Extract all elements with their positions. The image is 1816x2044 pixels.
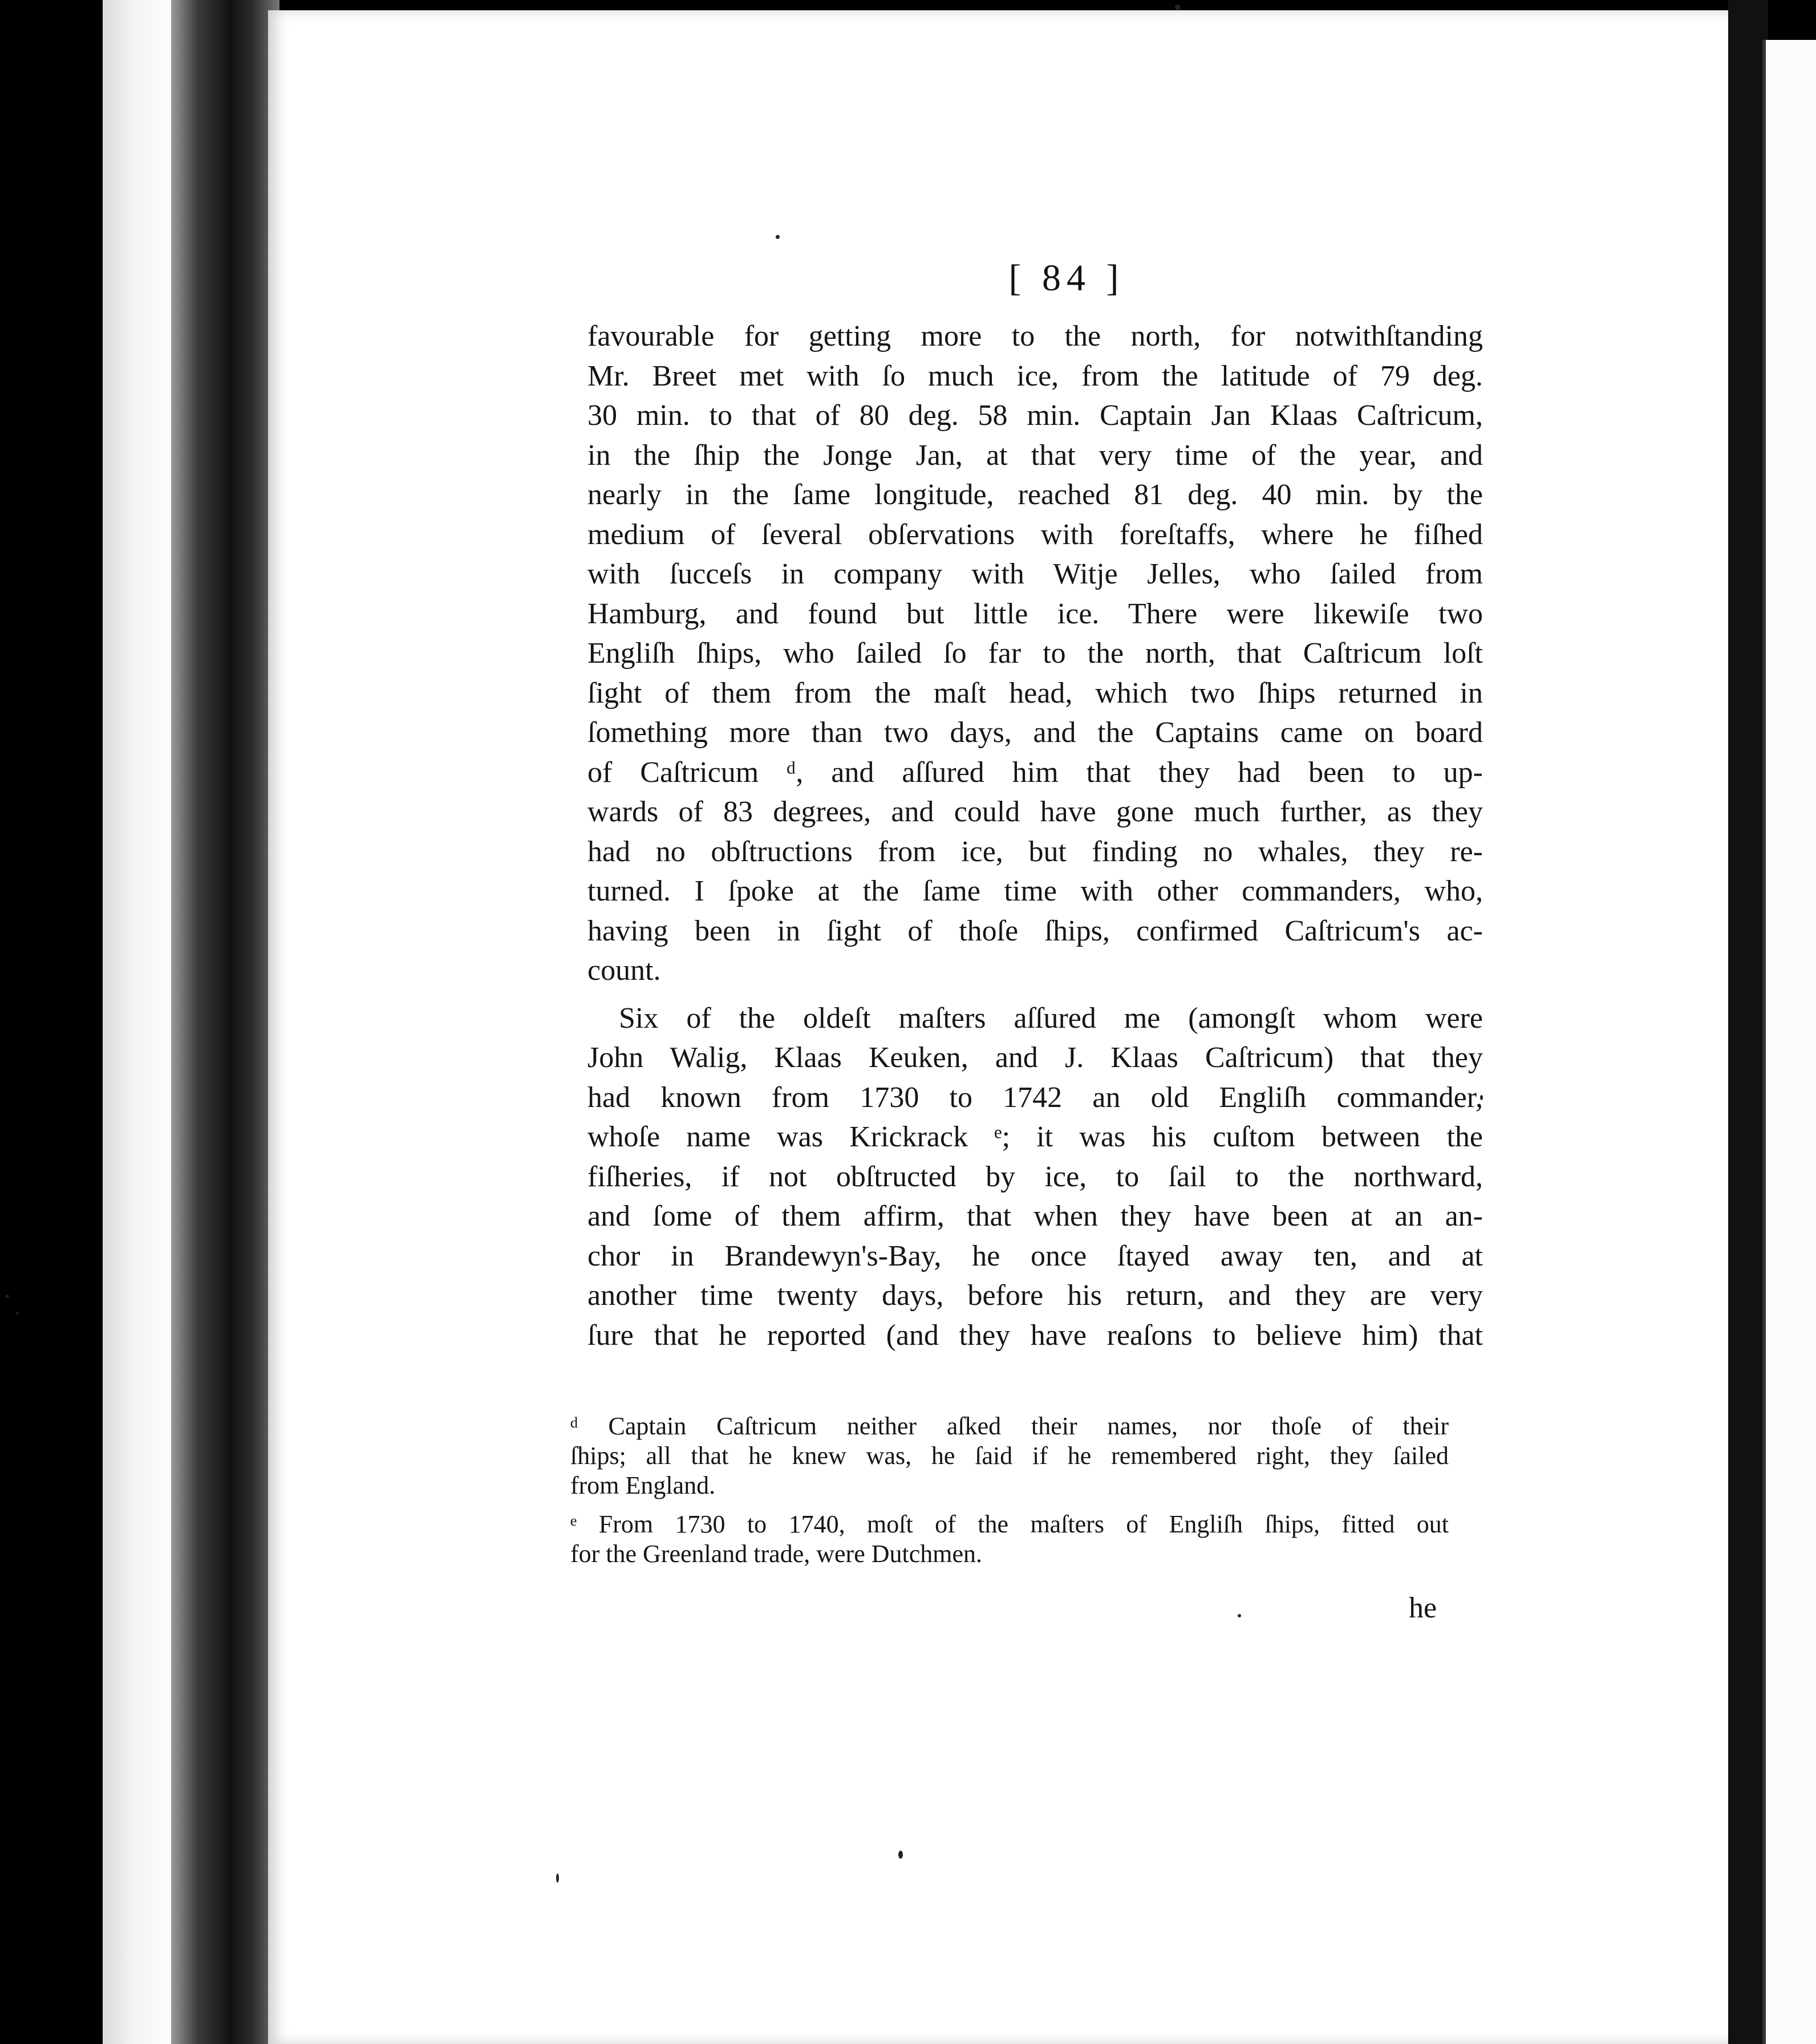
text-line: count. [587,954,661,987]
ink-speck [898,1851,903,1859]
ink-speck [6,1295,9,1298]
text-line: had no obſtructions from ice, but finding no whales, they re- [587,835,1483,868]
next-page-edge [1762,40,1816,2044]
footnote-d-line: ᵈ Captain Caſtricum neither aſked their names, nor thoſe of their [570,1412,1449,1440]
text-line: ſight of them from the maſt head, which two ſhips returned in [587,676,1483,709]
footnote-e-line: for the Greenland trade, were Dutchmen. [570,1540,983,1568]
text-line: Hamburg, and found but little ice. There were likewiſe two [587,597,1483,630]
text-line: John Walig, Klaas Keuken, and J. Klaas Caſtricum) that they [587,1041,1483,1074]
text-line: another time twenty days, before his return, and they are very [587,1279,1483,1312]
footnote-e-line: ᵉ From 1730 to 1740, moſt of the maſters of Engliſh ſhips, fitted out [570,1510,1449,1538]
text-line: of Caſtricum ᵈ, and aſſured him that they had been to up- [587,756,1483,789]
text-line: wards of 83 degrees, and could have gone much further, as they [587,796,1483,828]
text-line: chor in Brandewyn's-Bay, he once ſtayed away ten, and at [587,1239,1483,1272]
ink-speck [776,235,780,239]
footnote-d-line: ſhips; all that he knew was, he ſaid if he remembered right, they ſailed [570,1442,1449,1470]
text-line: having been in ſight of thoſe ſhips, confirmed Caſtricum's ac- [587,914,1483,947]
text-line: whoſe name was Krickrack ᵉ; it was his cuſtom between the [587,1121,1483,1153]
main-text [587,317,1483,1355]
text-line: with ſucceſs in company with Witje Jelles, who ſailed from [587,558,1483,590]
text-line: ſomething more than two days, and the Captains came on board [587,716,1483,749]
catchword: he [1409,1592,1437,1624]
text-line: nearly in the ſame longitude, reached 81 deg. 40 min. by the [587,478,1483,511]
ink-speck [1175,5,1181,10]
text-line: turned. I ſpoke at the ſame time with other commanders, who, [587,875,1483,907]
text-line: medium of ſeveral obſervations with foreſtaffs, where he fiſhed [587,518,1483,551]
footnote-d-line: from England. [570,1471,716,1499]
left-page-edge [103,0,177,2044]
ink-speck [556,1873,559,1883]
ink-speck [1238,1614,1241,1617]
text-line: Engliſh ſhips, who ſailed ſo far to the north, that Caſtricum loſt [587,637,1483,670]
paragraph-first-line: Six of the oldeſt maſters aſſured me (amongſt whom were [619,1001,1483,1035]
text-line: in the ſhip the Jonge Jan, at that very time of the year, and [587,439,1483,472]
text-line: fiſheries, if not obſtructed by ice, to ſail to the northward, [587,1160,1483,1193]
text-line: had known from 1730 to 1742 an old Engliſh commander, [587,1081,1483,1114]
text-line: 30 min. to that of 80 deg. 58 min. Captain Jan Klaas Caſtricum, [587,399,1483,432]
ink-speck [16,1312,19,1315]
text-line: favourable for getting more to the north, for notwithſtanding [587,320,1483,352]
footnotes [570,1412,1449,1569]
text-line: and ſome of them affirm, that when they have been at an an- [587,1200,1483,1232]
book-gutter [171,0,279,2044]
page-number: [ 84 ] [1008,257,1125,299]
text-line: Mr. Breet met with ſo much ice, from the latitude of 79 deg. [587,359,1483,392]
text-line: ſure that he reported (and they have reaſons to believe him) that [587,1319,1483,1352]
